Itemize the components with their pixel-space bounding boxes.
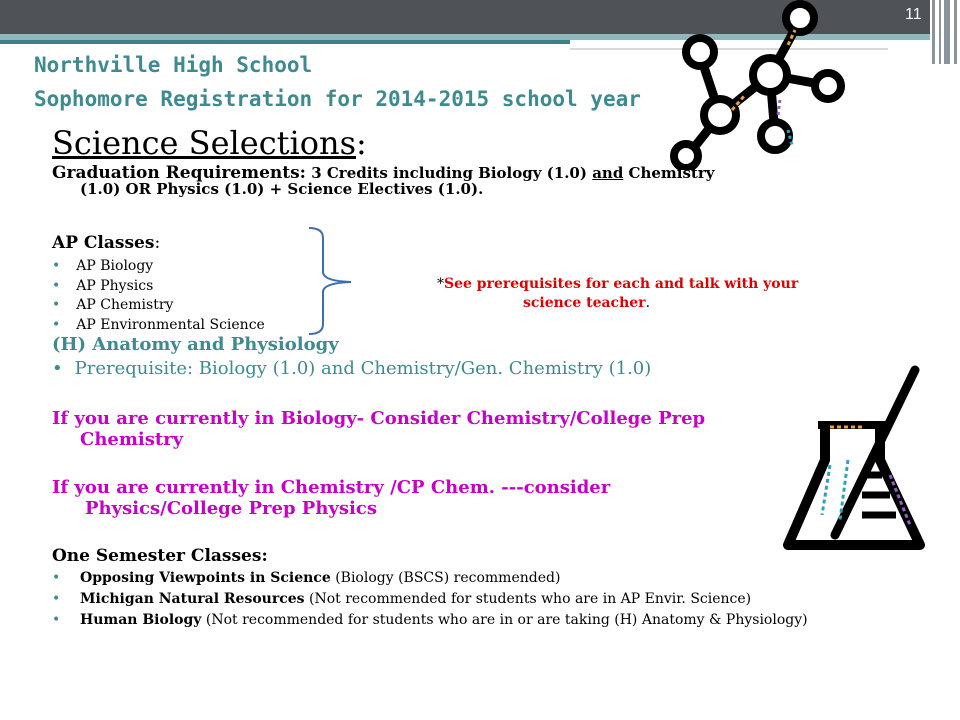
flask-icon — [770, 365, 940, 560]
molecule-icon — [660, 0, 860, 170]
list-item: • AP Environmental Science — [52, 316, 265, 336]
school-name: Northville High School — [34, 53, 313, 77]
brace-icon — [305, 226, 357, 336]
registration-subtitle: Sophomore Registration for 2014-2015 school year — [34, 87, 641, 111]
graduation-line2: (1.0) OR Physics (1.0) + Science Electives (1.0). — [80, 180, 484, 198]
page-number: 11 — [905, 6, 922, 23]
list-item: • AP Biology — [52, 257, 265, 277]
ap-classes-heading: AP Classes: — [52, 233, 161, 253]
chemistry-advice: If you are currently in Chemistry /CP Chem. ---consider Physics/College Prep Physics — [52, 477, 611, 519]
biology-advice: If you are currently in Biology- Consider Chemistry/College Prep Chemistry — [52, 408, 706, 450]
list-item: • Opposing Viewpoints in Science (Biology (BSCS) recommended) — [52, 571, 912, 586]
anatomy-prerequisite: • Prerequisite: Biology (1.0) and Chemistry/Gen. Chemistry (1.0) — [52, 358, 651, 379]
list-item: • Michigan Natural Resources (Not recommended for students who are in AP Envir. Science) — [52, 592, 912, 607]
graduation-label: Graduation Requirements: — [52, 163, 306, 183]
side-rails — [930, 0, 960, 64]
prerequisite-note: *See prerequisites for each and talk with your science teacher. — [437, 276, 799, 311]
graduation-requirements: Graduation Requirements: 3 Credits including Biology (1.0) and Chemistry (1.0) OR Physics (1.0) + Science Electives (1.0). — [52, 165, 932, 197]
ap-classes-list — [52, 257, 265, 335]
header-band-accent — [0, 40, 570, 44]
list-item: • AP Physics — [52, 277, 265, 297]
anatomy-heading: (H) Anatomy and Physiology — [52, 334, 339, 355]
semester-classes-list — [52, 571, 912, 634]
slide-header — [34, 48, 641, 116]
page-title: Science Selections: — [52, 124, 367, 162]
semester-classes-heading: One Semester Classes: — [52, 546, 268, 566]
list-item: • Human Biology (Not recommended for students who are in or are taking (H) Anatomy & Physiology) — [52, 613, 912, 628]
list-item: • AP Chemistry — [52, 296, 265, 316]
